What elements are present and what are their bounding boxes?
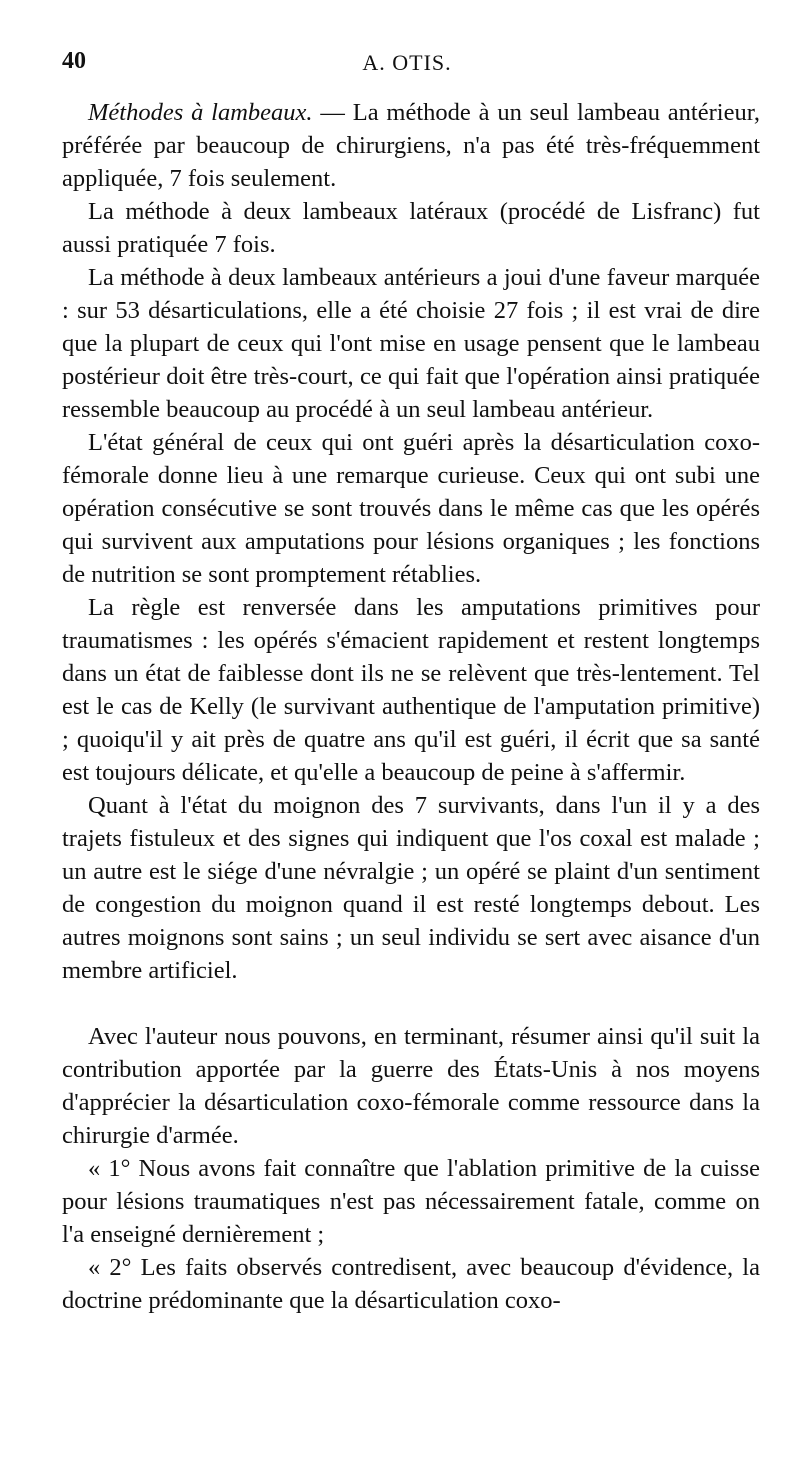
section-lead-heading: Méthodes à lambeaux. [88, 99, 313, 126]
paragraph-conclusion-point-1: « 1° Nous avons fait connaître que l'ablation primitive de la cuisse pour lésions traumatiques n'est pas nécessairement fatale, comme on l'a enseigné dernièrement ; [62, 1155, 760, 1248]
running-header [62, 48, 752, 82]
paragraph-text: — La méthode à un seul lambeau antérieur, préférée par beaucoup de chirurgiens, n'a pas été très-fréquemment appliquée, 7 fois seulement. [62, 99, 761, 192]
body-text [62, 96, 760, 1317]
paragraph-lambeaux-anterieurs: La méthode à deux lambeaux antérieurs a joui d'une faveur marquée : sur 53 désarticulations, elle a été choisie 27 fois ; il est vrai de dire que la plupart de ceux qui l'ont mise en usage pensent que le lambeau postérieur doit être très-court, ce qui fait que l'opération ainsi pratiquée ressemble beaucoup au procédé à un seul lambeau antérieur. [62, 264, 760, 423]
paragraph-methodes-a-lambeaux [62, 96, 760, 195]
paragraph-etat-general: L'état général de ceux qui ont guéri après la désarticulation coxo-fémorale donne lieu à une remarque curieuse. Ceux qui ont subi une opération consécutive se sont trouvés dans le même cas que les opérés qui survivent aux amputations pour lésions organiques ; les fonctions de nutrition se sont promptement rétablies. [62, 429, 760, 588]
page-number: 40 [62, 48, 86, 74]
paragraph-lambeaux-lateraux: La méthode à deux lambeaux latéraux (procédé de Lisfranc) fut aussi pratiquée 7 fois. [62, 198, 760, 258]
paragraph-etat-du-moignon: Quant à l'état du moignon des 7 survivants, dans l'un il y a des trajets fistuleux et des signes qui indiquent que l'os coxal est malade ; un autre est le siége d'une névralgie ; un opéré se plaint d'un sentiment de congestion du moignon quand il est resté longtemps debout. Les autres moignons sont sains ; un seul individu se sert avec aisance d'un membre artificiel. [62, 792, 760, 984]
paragraph-regle-renversee: La règle est renversée dans les amputations primitives pour traumatismes : les opérés s'émacient rapidement et restent longtemps dans un état de faiblesse dont ils ne se relèvent que très-lentement. Tel est le cas de Kelly (le survivant authentique de l'amputation primitive) ; quoiqu'il y ait près de quatre ans qu'il est guéri, il écrit que sa santé est toujours délicate, et qu'elle a beaucoup de peine à s'affermir. [62, 594, 760, 786]
paragraph-conclusion-point-2: « 2° Les faits observés contredisent, avec beaucoup d'évidence, la doctrine prédominante que la désarticulation coxo- [62, 1254, 760, 1314]
paragraph-conclusion-intro: Avec l'auteur nous pouvons, en terminant, résumer ainsi qu'il suit la contribution apportée par la guerre des États-Unis à nos moyens d'apprécier la désarticulation coxo-fémorale comme ressource dans la chirurgie d'armée. [62, 1023, 760, 1149]
running-title: A. OTIS. [362, 50, 452, 75]
